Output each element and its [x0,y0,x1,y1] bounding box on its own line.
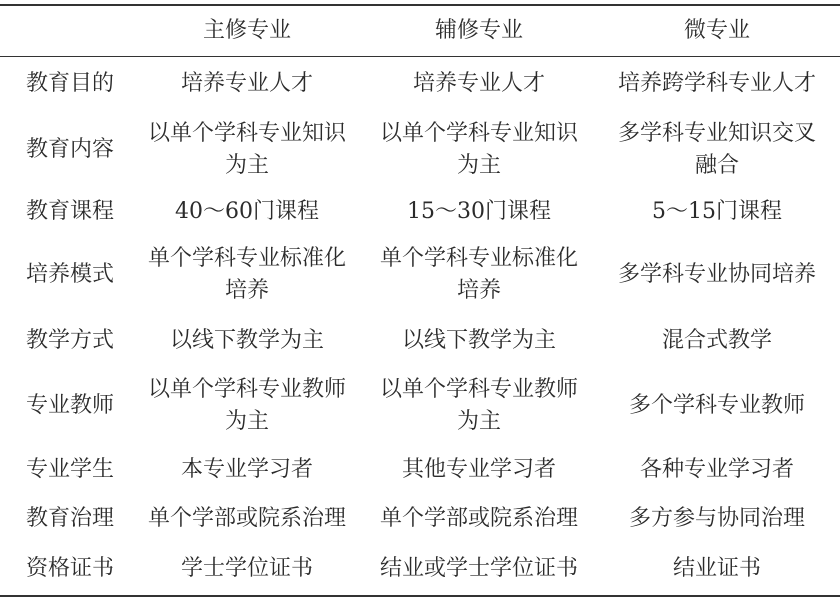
table-cell: 培养专业人才 [412,71,545,96]
table-cell: 结业证书 [672,556,761,581]
table-row [0,543,840,596]
table-cell: 单个学部或院系治理 [147,506,346,531]
table-cell: 多学科专业协同培养 [617,262,816,287]
table-cell: 结业或学士学位证书 [379,556,578,581]
header-corner-cell [0,5,130,57]
table-row [0,189,840,235]
table-cell: 以单个学科专业知识 为主 [379,121,578,178]
row-label: 教育治理 [26,506,115,531]
row-label: 资格证书 [26,556,115,581]
table-row [0,235,840,315]
table-cell: 单个学科专业标准化 培养 [147,246,346,303]
header-minor: 辅修专业 [434,18,523,43]
header-micro-major: 微专业 [683,18,750,43]
table-cell: 5～15门课程 [652,199,782,224]
table-cell: 单个学部或院系治理 [379,506,578,531]
table-cell: 本专业学习者 [180,457,313,482]
table-cell: 15～30门课程 [407,199,551,224]
table-cell: 以单个学科专业教师 为主 [379,377,578,434]
table-row [0,315,840,367]
table-cell: 多方参与协同治理 [628,506,805,531]
table-cell: 多个学科专业教师 [628,393,805,418]
table-cell: 各种专业学习者 [639,457,794,482]
table-cell: 培养专业人才 [180,71,313,96]
table-header-row [0,5,840,57]
table-cell: 混合式教学 [661,328,772,353]
row-label: 教育目的 [26,71,115,96]
comparison-table [0,4,840,597]
row-label: 培养模式 [26,262,115,287]
table-cell: 以线下教学为主 [401,328,556,353]
row-label: 教学方式 [26,328,115,353]
table-cell: 单个学科专业标准化 培养 [379,246,578,303]
table-cell: 40～60门课程 [175,199,319,224]
table-cell: 多学科专业知识交叉 融合 [617,121,816,178]
table-row [0,495,840,543]
table-cell: 以线下教学为主 [169,328,324,353]
row-label: 教育课程 [26,199,115,224]
table-cell: 以单个学科专业教师 为主 [147,377,346,434]
header-major: 主修专业 [202,18,291,43]
table-cell: 其他专业学习者 [401,457,556,482]
table-row [0,57,840,112]
table-cell: 以单个学科专业知识 为主 [147,121,346,178]
table-row [0,367,840,445]
table-cell: 学士学位证书 [180,556,313,581]
row-label: 专业教师 [26,393,115,418]
table-row [0,445,840,495]
row-label: 专业学生 [26,457,115,482]
table-cell: 培养跨学科专业人才 [617,71,816,96]
table-row [0,111,840,189]
row-label: 教育内容 [26,137,115,162]
